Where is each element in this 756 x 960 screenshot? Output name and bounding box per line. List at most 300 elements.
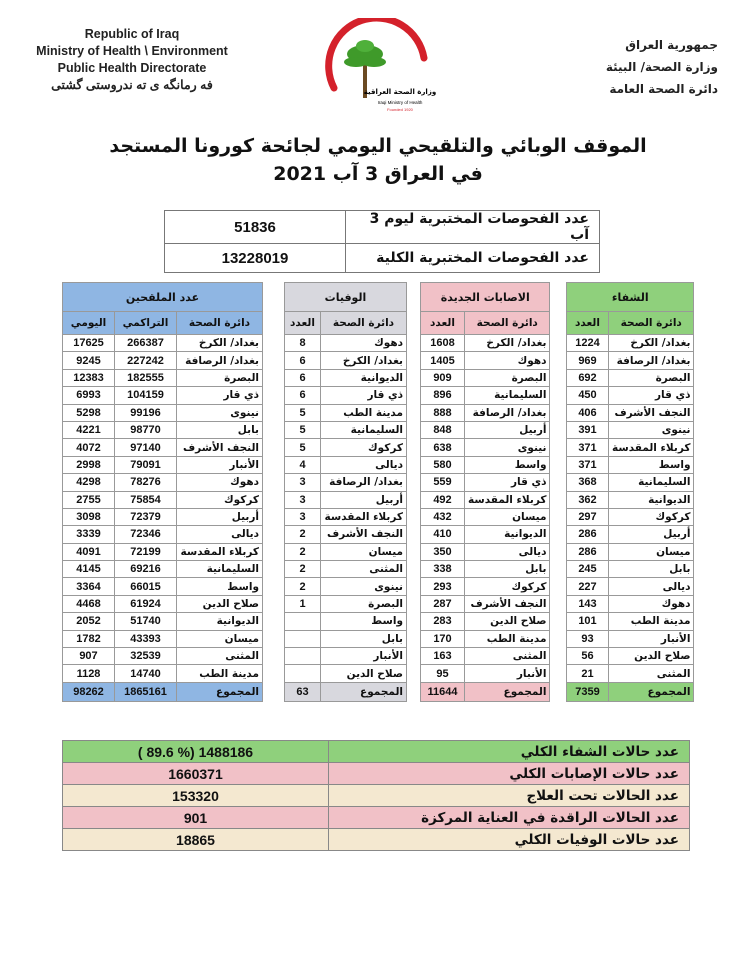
recovered-dept-cell: أربيل <box>609 526 694 543</box>
vaccinated-daily-cell: 4298 <box>63 474 115 491</box>
deaths-dept-cell: كربلاء المقدسة <box>321 508 407 525</box>
vaccinated-row <box>63 613 263 630</box>
deaths-row <box>285 526 407 543</box>
vaccinated-row <box>63 630 263 647</box>
new-cases-row <box>421 439 550 456</box>
vaccinated-total-label: المجموع <box>177 682 263 701</box>
deaths-dept-cell: المثنى <box>321 561 407 578</box>
vaccinated-total-daily: 98262 <box>63 682 115 701</box>
vaccinated-cumulative-cell: 266387 <box>115 335 177 352</box>
new-cases-count-cell: 287 <box>421 595 465 612</box>
deaths-count-cell <box>285 648 321 665</box>
vaccinated-dept-cell: كربلاء المقدسة <box>177 543 263 560</box>
new-cases-row <box>421 508 550 525</box>
recovered-count-cell: 692 <box>567 369 609 386</box>
vaccinated-dept-cell: الديوانية <box>177 613 263 630</box>
vaccinated-cumulative-cell: 69216 <box>115 561 177 578</box>
vaccinated-daily-cell: 5298 <box>63 404 115 421</box>
deaths-dept-cell: صلاح الدين <box>321 665 407 682</box>
recovered-dept-cell: نينوى <box>609 421 694 438</box>
vaccinated-row <box>63 595 263 612</box>
header-right-line: جمهورية العراق <box>625 38 718 52</box>
deaths-dept-cell: ذي قار <box>321 387 407 404</box>
recovered-count-cell: 1224 <box>567 335 609 352</box>
vaccinated-table <box>62 282 263 702</box>
logo-arabic-text: وزارة الصحة العراقية <box>363 88 437 96</box>
deaths-count-cell: 3 <box>285 508 321 525</box>
tests-total-value: 13228019 <box>165 244 346 273</box>
deaths-row <box>285 595 407 612</box>
vaccinated-dept-cell: نينوى <box>177 404 263 421</box>
deaths-row <box>285 421 407 438</box>
new-cases-count-cell: 638 <box>421 439 465 456</box>
vaccinated-dept-cell: دهوك <box>177 474 263 491</box>
recovered-dept-cell: صلاح الدين <box>609 648 694 665</box>
recovered-row <box>567 665 694 682</box>
vaccinated-row <box>63 508 263 525</box>
deaths-row <box>285 665 407 682</box>
summary-value: 18865 <box>63 829 329 851</box>
recovered-count-cell: 368 <box>567 474 609 491</box>
vaccinated-daily-cell: 907 <box>63 648 115 665</box>
new-cases-row <box>421 543 550 560</box>
new-cases-count-cell: 896 <box>421 387 465 404</box>
deaths-dept-cell: ديالى <box>321 456 407 473</box>
new-cases-count-cell: 580 <box>421 456 465 473</box>
recovered-dept-cell: مدينة الطب <box>609 613 694 630</box>
recovered-row <box>567 387 694 404</box>
summary-row <box>63 741 690 763</box>
vaccinated-cumulative-cell: 104159 <box>115 387 177 404</box>
deaths-row <box>285 387 407 404</box>
recovered-row <box>567 352 694 369</box>
deaths-count-cell: 2 <box>285 561 321 578</box>
recovered-dept-cell: المثنى <box>609 665 694 682</box>
new-cases-dept-cell: الأنبار <box>465 665 550 682</box>
vaccinated-row <box>63 352 263 369</box>
vaccinated-row <box>63 456 263 473</box>
new-cases-row <box>421 665 550 682</box>
new-cases-count-cell: 293 <box>421 578 465 595</box>
new-cases-count-cell: 909 <box>421 369 465 386</box>
recovered-row <box>567 335 694 352</box>
vaccinated-daily-cell: 3339 <box>63 526 115 543</box>
vaccinated-dept-cell: مدينة الطب <box>177 665 263 682</box>
summary-value: 901 <box>63 807 329 829</box>
header-english <box>22 26 242 94</box>
vaccinated-daily-cell: 12383 <box>63 369 115 386</box>
vaccinated-row <box>63 404 263 421</box>
new-cases-dept-cell: بابل <box>465 561 550 578</box>
new-cases-row <box>421 456 550 473</box>
new-cases-total-label: المجموع <box>465 682 550 701</box>
deaths-row <box>285 613 407 630</box>
new-cases-count-cell: 283 <box>421 613 465 630</box>
new-cases-count-cell: 1405 <box>421 352 465 369</box>
deaths-row <box>285 456 407 473</box>
vaccinated-dept-cell: السليمانية <box>177 561 263 578</box>
summary-table <box>62 740 690 851</box>
new-cases-row <box>421 387 550 404</box>
new-cases-count-cell: 95 <box>421 665 465 682</box>
vaccinated-daily-cell: 2998 <box>63 456 115 473</box>
recovered-dept-cell: بابل <box>609 561 694 578</box>
recovered-count-cell: 297 <box>567 508 609 525</box>
recovered-dept-cell: كربلاء المقدسة <box>609 439 694 456</box>
summary-row <box>63 785 690 807</box>
deaths-row <box>285 369 407 386</box>
new-cases-col-dept: دائرة الصحة <box>465 312 550 335</box>
deaths-count-cell <box>285 665 321 682</box>
header-left-line: Ministry of Health \ Environment <box>36 44 228 58</box>
new-cases-row <box>421 595 550 612</box>
deaths-count-cell: 6 <box>285 387 321 404</box>
recovered-count-cell: 227 <box>567 578 609 595</box>
logo-english-text: Iraqi Ministry of Health <box>377 100 423 105</box>
new-cases-row <box>421 648 550 665</box>
vaccinated-row <box>63 543 263 560</box>
vaccinated-col-cumulative: التراكمي <box>115 312 177 335</box>
new-cases-dept-cell: ميسان <box>465 508 550 525</box>
recovered-dept-cell: الأنبار <box>609 630 694 647</box>
recovered-count-cell: 21 <box>567 665 609 682</box>
new-cases-row <box>421 491 550 508</box>
vaccinated-daily-cell: 4468 <box>63 595 115 612</box>
new-cases-count-cell: 848 <box>421 421 465 438</box>
summary-label: عدد الحالات تحت العلاج <box>329 785 690 807</box>
new-cases-count-cell: 888 <box>421 404 465 421</box>
vaccinated-daily-cell: 1128 <box>63 665 115 682</box>
vaccinated-daily-cell: 17625 <box>63 335 115 352</box>
deaths-row <box>285 352 407 369</box>
vaccinated-dept-cell: بغداد/ الرصافة <box>177 352 263 369</box>
recovered-dept-cell: البصرة <box>609 369 694 386</box>
recovered-row <box>567 578 694 595</box>
deaths-count-cell: 6 <box>285 352 321 369</box>
recovered-dept-cell: واسط <box>609 456 694 473</box>
recovered-row <box>567 439 694 456</box>
new-cases-dept-cell: السليمانية <box>465 387 550 404</box>
recovered-row <box>567 630 694 647</box>
vaccinated-cumulative-cell: 78276 <box>115 474 177 491</box>
vaccinated-cumulative-cell: 32539 <box>115 648 177 665</box>
deaths-row <box>285 474 407 491</box>
recovered-row <box>567 648 694 665</box>
vaccinated-cumulative-cell: 14740 <box>115 665 177 682</box>
recovered-dept-cell: ميسان <box>609 543 694 560</box>
recovered-dept-cell: ديالى <box>609 578 694 595</box>
header-left-line: Republic of Iraq <box>84 27 180 41</box>
vaccinated-cumulative-cell: 66015 <box>115 578 177 595</box>
vaccinated-cumulative-cell: 227242 <box>115 352 177 369</box>
vaccinated-cumulative-cell: 99196 <box>115 404 177 421</box>
recovered-count-cell: 56 <box>567 648 609 665</box>
recovered-count-cell: 101 <box>567 613 609 630</box>
recovered-row <box>567 474 694 491</box>
vaccinated-cumulative-cell: 182555 <box>115 369 177 386</box>
deaths-count-cell: 5 <box>285 404 321 421</box>
deaths-row <box>285 335 407 352</box>
recovered-count-cell: 143 <box>567 595 609 612</box>
deaths-total-label: المجموع <box>321 682 407 701</box>
recovered-dept-cell: بغداد/ الرصافة <box>609 352 694 369</box>
deaths-dept-cell: الديوانية <box>321 369 407 386</box>
deaths-dept-cell: بابل <box>321 630 407 647</box>
vaccinated-dept-cell: البصرة <box>177 369 263 386</box>
vaccinated-dept-cell: بابل <box>177 421 263 438</box>
deaths-count-cell <box>285 613 321 630</box>
vaccinated-col-daily: اليومي <box>63 312 115 335</box>
deaths-row <box>285 578 407 595</box>
new-cases-dept-cell: واسط <box>465 456 550 473</box>
vaccinated-row <box>63 578 263 595</box>
deaths-dept-cell: الأنبار <box>321 648 407 665</box>
vaccinated-daily-cell: 3364 <box>63 578 115 595</box>
vaccinated-daily-cell: 1782 <box>63 630 115 647</box>
deaths-col-dept: دائرة الصحة <box>321 312 407 335</box>
deaths-row <box>285 543 407 560</box>
ministry-logo <box>314 18 444 126</box>
deaths-dept-cell: نينوى <box>321 578 407 595</box>
new-cases-title: الاصابات الجديدة <box>421 283 550 312</box>
recovered-row <box>567 543 694 560</box>
vaccinated-dept-cell: كركوك <box>177 491 263 508</box>
vaccinated-row <box>63 439 263 456</box>
vaccinated-cumulative-cell: 72199 <box>115 543 177 560</box>
recovered-title: الشفاء <box>567 283 694 312</box>
recovered-table <box>566 282 694 702</box>
recovered-dept-cell: الديوانية <box>609 491 694 508</box>
title-line-2: في العراق 3 آب 2021 <box>273 163 483 185</box>
new-cases-total: 11644 <box>421 682 465 701</box>
recovered-count-cell: 371 <box>567 456 609 473</box>
vaccinated-cumulative-cell: 72379 <box>115 508 177 525</box>
vaccinated-dept-cell: ديالى <box>177 526 263 543</box>
deaths-row <box>285 561 407 578</box>
new-cases-count-cell: 432 <box>421 508 465 525</box>
recovered-count-cell: 391 <box>567 421 609 438</box>
summary-row <box>63 807 690 829</box>
deaths-count-cell: 8 <box>285 335 321 352</box>
new-cases-table <box>420 282 550 702</box>
vaccinated-title: عدد الملقحين <box>63 283 263 312</box>
recovered-row <box>567 561 694 578</box>
deaths-count-cell: 6 <box>285 369 321 386</box>
summary-label: عدد الحالات الراقدة في العناية المركزة <box>329 807 690 829</box>
recovered-row <box>567 491 694 508</box>
recovered-row <box>567 404 694 421</box>
page-title <box>100 132 656 188</box>
vaccinated-daily-cell: 3098 <box>63 508 115 525</box>
summary-value: ( 89.6 %) 1488186 <box>63 741 329 763</box>
vaccinated-dept-cell: ميسان <box>177 630 263 647</box>
recovered-row <box>567 456 694 473</box>
deaths-count-cell: 5 <box>285 421 321 438</box>
vaccinated-dept-cell: المثنى <box>177 648 263 665</box>
vaccinated-daily-cell: 9245 <box>63 352 115 369</box>
deaths-count-cell: 1 <box>285 595 321 612</box>
vaccinated-daily-cell: 6993 <box>63 387 115 404</box>
recovered-dept-cell: دهوك <box>609 595 694 612</box>
deaths-col-count: العدد <box>285 312 321 335</box>
vaccinated-dept-cell: أربيل <box>177 508 263 525</box>
new-cases-count-cell: 350 <box>421 543 465 560</box>
recovered-total: 7359 <box>567 682 609 701</box>
vaccinated-cumulative-cell: 72346 <box>115 526 177 543</box>
header-left-line: Public Health Directorate <box>57 61 207 75</box>
summary-value: 1660371 <box>63 763 329 785</box>
deaths-dept-cell: واسط <box>321 613 407 630</box>
recovered-col-dept: دائرة الصحة <box>609 312 694 335</box>
new-cases-row <box>421 421 550 438</box>
vaccinated-cumulative-cell: 98770 <box>115 421 177 438</box>
deaths-row <box>285 508 407 525</box>
new-cases-dept-cell: النجف الأشرف <box>465 595 550 612</box>
summary-label: عدد حالات الشفاء الكلي <box>329 741 690 763</box>
vaccinated-row <box>63 561 263 578</box>
new-cases-count-cell: 170 <box>421 630 465 647</box>
recovered-count-cell: 286 <box>567 543 609 560</box>
deaths-table <box>284 282 407 702</box>
vaccinated-dept-cell: واسط <box>177 578 263 595</box>
new-cases-row <box>421 561 550 578</box>
tests-daily-value: 51836 <box>165 211 346 244</box>
deaths-count-cell: 3 <box>285 491 321 508</box>
recovered-count-cell: 93 <box>567 630 609 647</box>
recovered-col-count: العدد <box>567 312 609 335</box>
new-cases-count-cell: 492 <box>421 491 465 508</box>
new-cases-dept-cell: الديوانية <box>465 526 550 543</box>
new-cases-dept-cell: المثنى <box>465 648 550 665</box>
new-cases-count-cell: 1608 <box>421 335 465 352</box>
recovered-count-cell: 245 <box>567 561 609 578</box>
vaccinated-daily-cell: 4221 <box>63 421 115 438</box>
deaths-dept-cell: أربيل <box>321 491 407 508</box>
header-arabic <box>538 34 718 100</box>
new-cases-count-cell: 559 <box>421 474 465 491</box>
header-right-line: دائرة الصحة العامة <box>609 82 718 96</box>
new-cases-dept-cell: كربلاء المقدسة <box>465 491 550 508</box>
recovered-row <box>567 508 694 525</box>
summary-row <box>63 763 690 785</box>
vaccinated-daily-cell: 2755 <box>63 491 115 508</box>
deaths-count-cell: 2 <box>285 526 321 543</box>
summary-label: عدد حالات الإصابات الكلي <box>329 763 690 785</box>
tests-table <box>164 210 600 273</box>
deaths-count-cell <box>285 630 321 647</box>
deaths-row <box>285 630 407 647</box>
title-line-1: الموقف الوبائي والتلقيحي اليومي لجائحة كورونا المستجد <box>109 135 647 157</box>
new-cases-count-cell: 410 <box>421 526 465 543</box>
deaths-row <box>285 404 407 421</box>
new-cases-dept-cell: بغداد/ الرصافة <box>465 404 550 421</box>
deaths-total: 63 <box>285 682 321 701</box>
deaths-dept-cell: ميسان <box>321 543 407 560</box>
recovered-count-cell: 371 <box>567 439 609 456</box>
vaccinated-cumulative-cell: 61924 <box>115 595 177 612</box>
tests-row-total <box>165 244 600 273</box>
tests-row-daily <box>165 211 600 244</box>
recovered-dept-cell: بغداد/ الكرخ <box>609 335 694 352</box>
vaccinated-cumulative-cell: 79091 <box>115 456 177 473</box>
vaccinated-cumulative-cell: 51740 <box>115 613 177 630</box>
header-left-line: فه رمانگه ی ته ندروستی گشتی <box>51 78 213 92</box>
recovered-count-cell: 286 <box>567 526 609 543</box>
recovered-dept-cell: كركوك <box>609 508 694 525</box>
vaccinated-dept-cell: الأنبار <box>177 456 263 473</box>
vaccinated-row <box>63 526 263 543</box>
recovered-dept-cell: السليمانية <box>609 474 694 491</box>
deaths-count-cell: 2 <box>285 543 321 560</box>
vaccinated-daily-cell: 4145 <box>63 561 115 578</box>
deaths-dept-cell: بغداد/ الرصافة <box>321 474 407 491</box>
vaccinated-cumulative-cell: 43393 <box>115 630 177 647</box>
new-cases-count-cell: 163 <box>421 648 465 665</box>
new-cases-dept-cell: ديالى <box>465 543 550 560</box>
logo-founded-text: Founded 1920 <box>387 107 413 112</box>
deaths-row <box>285 439 407 456</box>
vaccinated-daily-cell: 4091 <box>63 543 115 560</box>
vaccinated-row <box>63 648 263 665</box>
deaths-count-cell: 3 <box>285 474 321 491</box>
deaths-dept-cell: النجف الأشرف <box>321 526 407 543</box>
new-cases-row <box>421 404 550 421</box>
recovered-row <box>567 613 694 630</box>
deaths-row <box>285 491 407 508</box>
new-cases-row <box>421 335 550 352</box>
vaccinated-row <box>63 335 263 352</box>
deaths-dept-cell: كركوك <box>321 439 407 456</box>
recovered-dept-cell: ذي قار <box>609 387 694 404</box>
recovered-count-cell: 362 <box>567 491 609 508</box>
tests-total-label: عدد الفحوصات المختبرية الكلية <box>346 244 600 273</box>
deaths-row <box>285 648 407 665</box>
new-cases-dept-cell: كركوك <box>465 578 550 595</box>
new-cases-row <box>421 352 550 369</box>
vaccinated-dept-cell: بغداد/ الكرخ <box>177 335 263 352</box>
new-cases-dept-cell: نينوى <box>465 439 550 456</box>
new-cases-row <box>421 474 550 491</box>
new-cases-dept-cell: دهوك <box>465 352 550 369</box>
vaccinated-cumulative-cell: 97140 <box>115 439 177 456</box>
vaccinated-dept-cell: النجف الأشرف <box>177 439 263 456</box>
vaccinated-row <box>63 421 263 438</box>
new-cases-row <box>421 630 550 647</box>
vaccinated-row <box>63 474 263 491</box>
vaccinated-col-dept: دائرة الصحة <box>177 312 263 335</box>
new-cases-dept-cell: صلاح الدين <box>465 613 550 630</box>
vaccinated-row <box>63 665 263 682</box>
recovered-row <box>567 595 694 612</box>
recovered-count-cell: 450 <box>567 387 609 404</box>
vaccinated-dept-cell: صلاح الدين <box>177 595 263 612</box>
vaccinated-cumulative-cell: 75854 <box>115 491 177 508</box>
deaths-dept-cell: البصرة <box>321 595 407 612</box>
deaths-count-cell: 2 <box>285 578 321 595</box>
new-cases-count-cell: 338 <box>421 561 465 578</box>
deaths-dept-cell: دهوك <box>321 335 407 352</box>
deaths-dept-cell: بغداد/ الكرخ <box>321 352 407 369</box>
recovered-row <box>567 369 694 386</box>
recovered-row <box>567 526 694 543</box>
new-cases-row <box>421 369 550 386</box>
vaccinated-total-cumulative: 1865161 <box>115 682 177 701</box>
new-cases-dept-cell: أربيل <box>465 421 550 438</box>
vaccinated-dept-cell: ذي قار <box>177 387 263 404</box>
recovered-total-label: المجموع <box>609 682 694 701</box>
summary-value: 153320 <box>63 785 329 807</box>
vaccinated-row <box>63 387 263 404</box>
